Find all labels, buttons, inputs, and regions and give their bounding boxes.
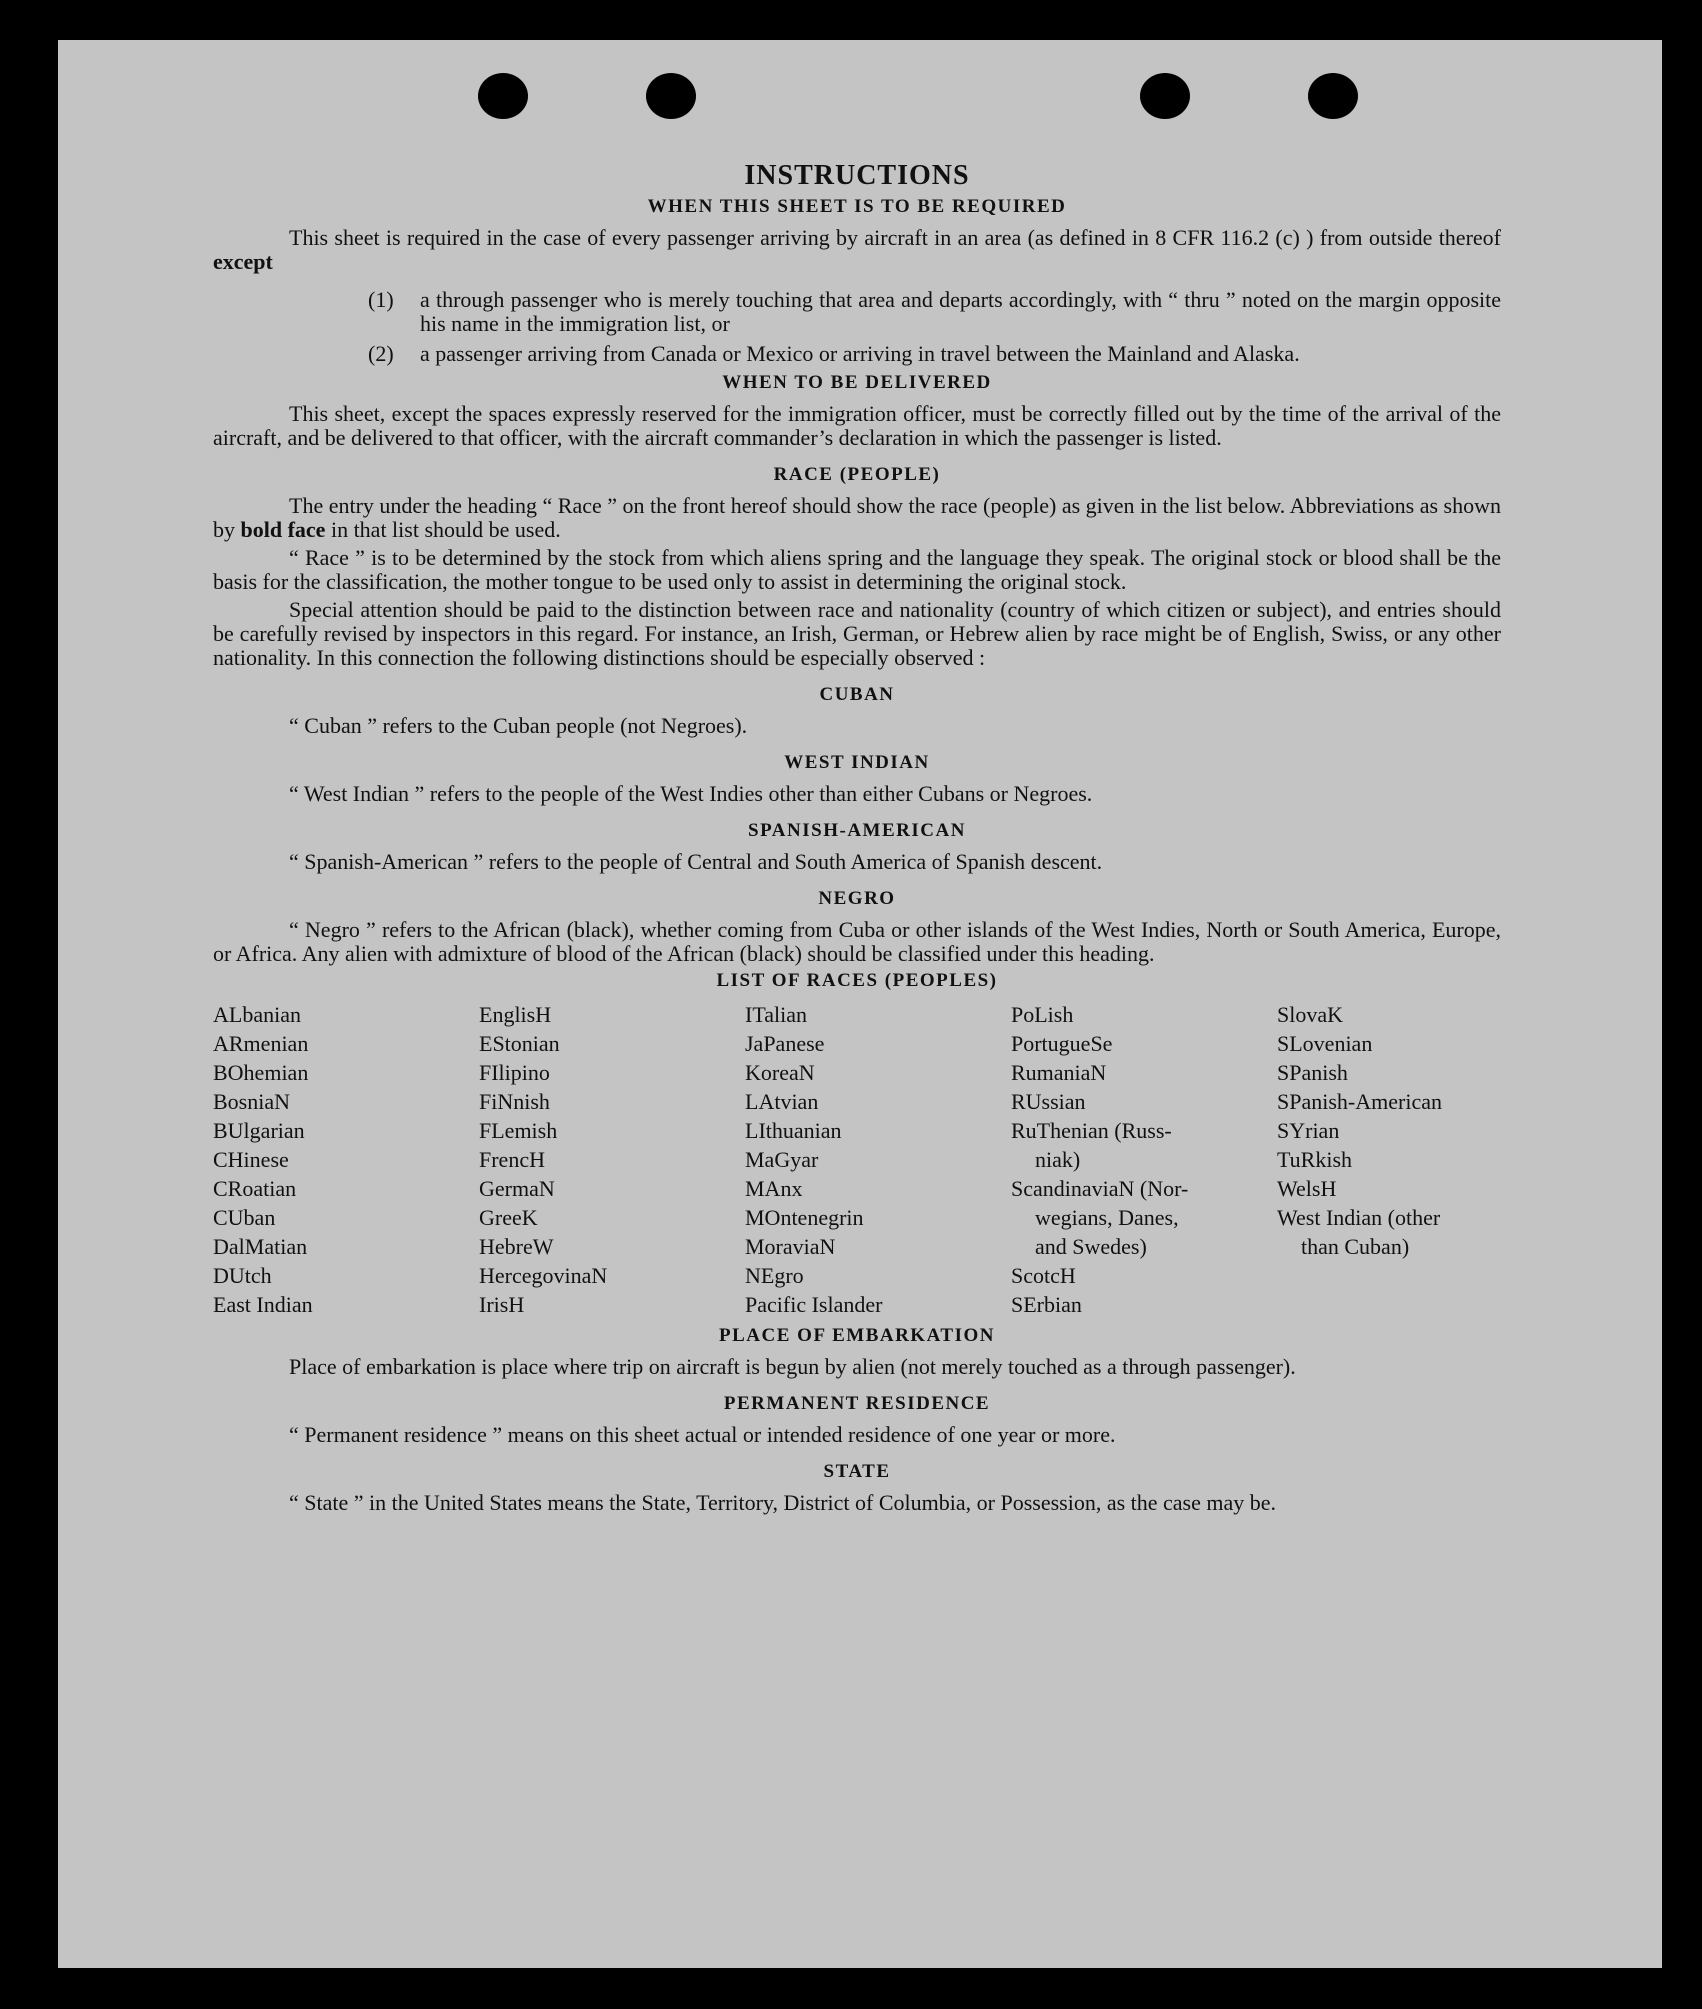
race-entry: JaPanese: [745, 1031, 825, 1056]
cuban-text: “ Cuban ” refers to the Cuban people (not Negroes).: [289, 713, 748, 738]
race-entry: DalMatian: [213, 1234, 308, 1259]
race-entry: IrisH: [479, 1292, 525, 1317]
race-entry: wegians, Danes,: [1035, 1205, 1179, 1230]
race-entry: SLovenian: [1277, 1031, 1373, 1056]
race-entry: MaGyar: [745, 1147, 819, 1172]
race-entry: EnglisH: [479, 1002, 552, 1027]
race-entry: DUtch: [213, 1263, 272, 1288]
race-paragraph-1: The entry under the heading “ Race ” on the front hereof should show the race (people) as given in the list below. Abbreviations as shown by bold face in that list should be used.: [213, 493, 1501, 542]
race-entry: East Indian: [213, 1292, 313, 1317]
race-entry: Pacific Islander: [745, 1292, 883, 1317]
punch-hole: [1140, 73, 1190, 119]
state-text: “ State ” in the United States means the State, Territory, District of Columbia, or Possession, as the case may be.: [289, 1490, 1277, 1515]
race-entry: SPanish-American: [1277, 1089, 1442, 1114]
race-entry: CRoatian: [213, 1176, 297, 1201]
race-entry: FrencH: [479, 1147, 545, 1172]
race-column: [745, 1000, 1011, 1319]
race-entry: HebreW: [479, 1234, 554, 1259]
section-heading-races-list: LIST OF RACES (PEOPLES): [716, 970, 998, 991]
race-entry: and Swedes): [1035, 1234, 1147, 1259]
race-entry: MOntenegrin: [745, 1205, 864, 1230]
section-heading-race: RACE (PEOPLE): [773, 464, 941, 485]
race-entry: GreeK: [479, 1205, 538, 1230]
race-entry: RUssian: [1011, 1089, 1086, 1114]
section-heading-delivered: WHEN TO BE DELIVERED: [722, 372, 992, 393]
instructions-content: [213, 160, 1501, 1519]
section-heading-spanish-american: SPANISH-AMERICAN: [748, 820, 966, 841]
race-entry: SErbian: [1011, 1292, 1082, 1317]
negro-text: “ Negro ” refers to the African (black), whether coming from Cuba or other islands of the West Indies, North or South America, Europe, or Africa. Any alien with admixture of blood of the African (black) should be classified under this heading.: [213, 917, 1501, 966]
race-entry: MoraviaN: [745, 1234, 836, 1259]
section-heading-embarkation: PLACE OF EMBARKATION: [719, 1325, 995, 1346]
race-entry: WelsH: [1277, 1176, 1337, 1201]
race-entry: FIlipino: [479, 1060, 550, 1085]
section-heading-state: STATE: [823, 1461, 891, 1482]
race-entry: BosniaN: [213, 1089, 290, 1114]
race-entry: niak): [1035, 1147, 1081, 1172]
race-entry: NEgro: [745, 1263, 804, 1288]
race-entry: ITalian: [745, 1002, 807, 1027]
section-heading-negro: NEGRO: [818, 888, 896, 909]
embarkation-text: Place of embarkation is place where trip on aircraft is begun by alien (not merely touched as a through passenger).: [289, 1354, 1296, 1379]
page-title: INSTRUCTIONS: [744, 160, 970, 191]
west-indian-text: “ West Indian ” refers to the people of the West Indies other than either Cubans or Negroes.: [289, 781, 1093, 806]
race-paragraph-3: Special attention should be paid to the distinction between race and nationality (country of which citizen or subject), and entries should be carefully revised by inspectors in this regard. For instance, an Irish, German, or Hebrew alien by race might be of English, Swiss, or any other nationality. In this connection the following distinctions should be especially observed :: [213, 597, 1501, 670]
race-entry: RumaniaN: [1011, 1060, 1107, 1085]
race-column: [1277, 1000, 1501, 1319]
race-column: [479, 1000, 745, 1319]
race-entry: than Cuban): [1301, 1234, 1410, 1259]
race-entry: GermaN: [479, 1176, 555, 1201]
race-entry: PortugueSe: [1011, 1031, 1113, 1056]
section-heading-residence: PERMANENT RESIDENCE: [723, 1393, 991, 1414]
race-entry: SlovaK: [1277, 1002, 1343, 1027]
punch-hole: [1308, 73, 1358, 119]
race-entry: SPanish: [1277, 1060, 1348, 1085]
section-heading-west-indian: WEST INDIAN: [784, 752, 930, 773]
race-entry: HercegovinaN: [479, 1263, 608, 1288]
race-entry: West Indian (other: [1277, 1205, 1441, 1230]
punch-hole: [478, 73, 528, 119]
race-entry: BUlgarian: [213, 1118, 305, 1143]
section-heading-cuban: CUBAN: [819, 684, 895, 705]
race-column: [213, 1000, 479, 1319]
document-sheet: [58, 40, 1662, 1968]
race-entry: LIthuanian: [745, 1118, 842, 1143]
race-entry: ARmenian: [213, 1031, 309, 1056]
race-entry: RuThenian (Russ-: [1011, 1118, 1172, 1143]
race-entry: FiNnish: [479, 1089, 550, 1114]
race-entry: LAtvian: [745, 1089, 819, 1114]
delivered-text: This sheet, except the spaces expressly reserved for the immigration officer, must be correctly filled out by the time of the arrival of the aircraft, and be delivered to that officer, with the aircraft commander’s declaration in which the passenger is listed.: [213, 401, 1501, 450]
punch-hole: [646, 73, 696, 119]
race-entry: ScandinaviaN (Nor-: [1011, 1176, 1189, 1201]
race-entry: EStonian: [479, 1031, 560, 1056]
race-entry: FLemish: [479, 1118, 558, 1143]
race-entry: CHinese: [213, 1147, 289, 1172]
race-column: [1011, 1000, 1277, 1319]
race-paragraph-2: “ Race ” is to be determined by the stock from which aliens spring and the language they speak. The original stock or blood shall be the basis for the classification, the mother tongue to be used only to assist in determining the original stock.: [213, 545, 1501, 594]
race-entry: ALbanian: [213, 1002, 301, 1027]
race-entry: TuRkish: [1277, 1147, 1353, 1172]
race-entry: MAnx: [745, 1176, 803, 1201]
required-intro: This sheet is required in the case of every passenger arriving by aircraft in an area (as defined in 8 CFR 116.2 (c) ) from outside thereof except: [213, 225, 1501, 274]
race-entry: KoreaN: [745, 1060, 815, 1085]
race-entry: ScotcH: [1011, 1263, 1076, 1288]
race-entry: SYrian: [1277, 1118, 1340, 1143]
race-list: [213, 1000, 1501, 1319]
spanish-american-text: “ Spanish-American ” refers to the people of Central and South America of Spanish descent.: [289, 849, 1103, 874]
race-entry: PoLish: [1011, 1002, 1074, 1027]
race-entry: BOhemian: [213, 1060, 309, 1085]
list-item: (1) a through passenger who is merely touching that area and departs accordingly, with “ thru ” noted on the margin opposite his name in the immigration list, or: [368, 287, 1501, 336]
residence-text: “ Permanent residence ” means on this sheet actual or intended residence of one year or more.: [289, 1422, 1116, 1447]
race-entry: CUban: [213, 1205, 276, 1230]
list-item: (2) a passenger arriving from Canada or Mexico or arriving in travel between the Mainland and Alaska.: [368, 341, 1300, 366]
section-heading-required: WHEN THIS SHEET IS TO BE REQUIRED: [647, 196, 1067, 217]
